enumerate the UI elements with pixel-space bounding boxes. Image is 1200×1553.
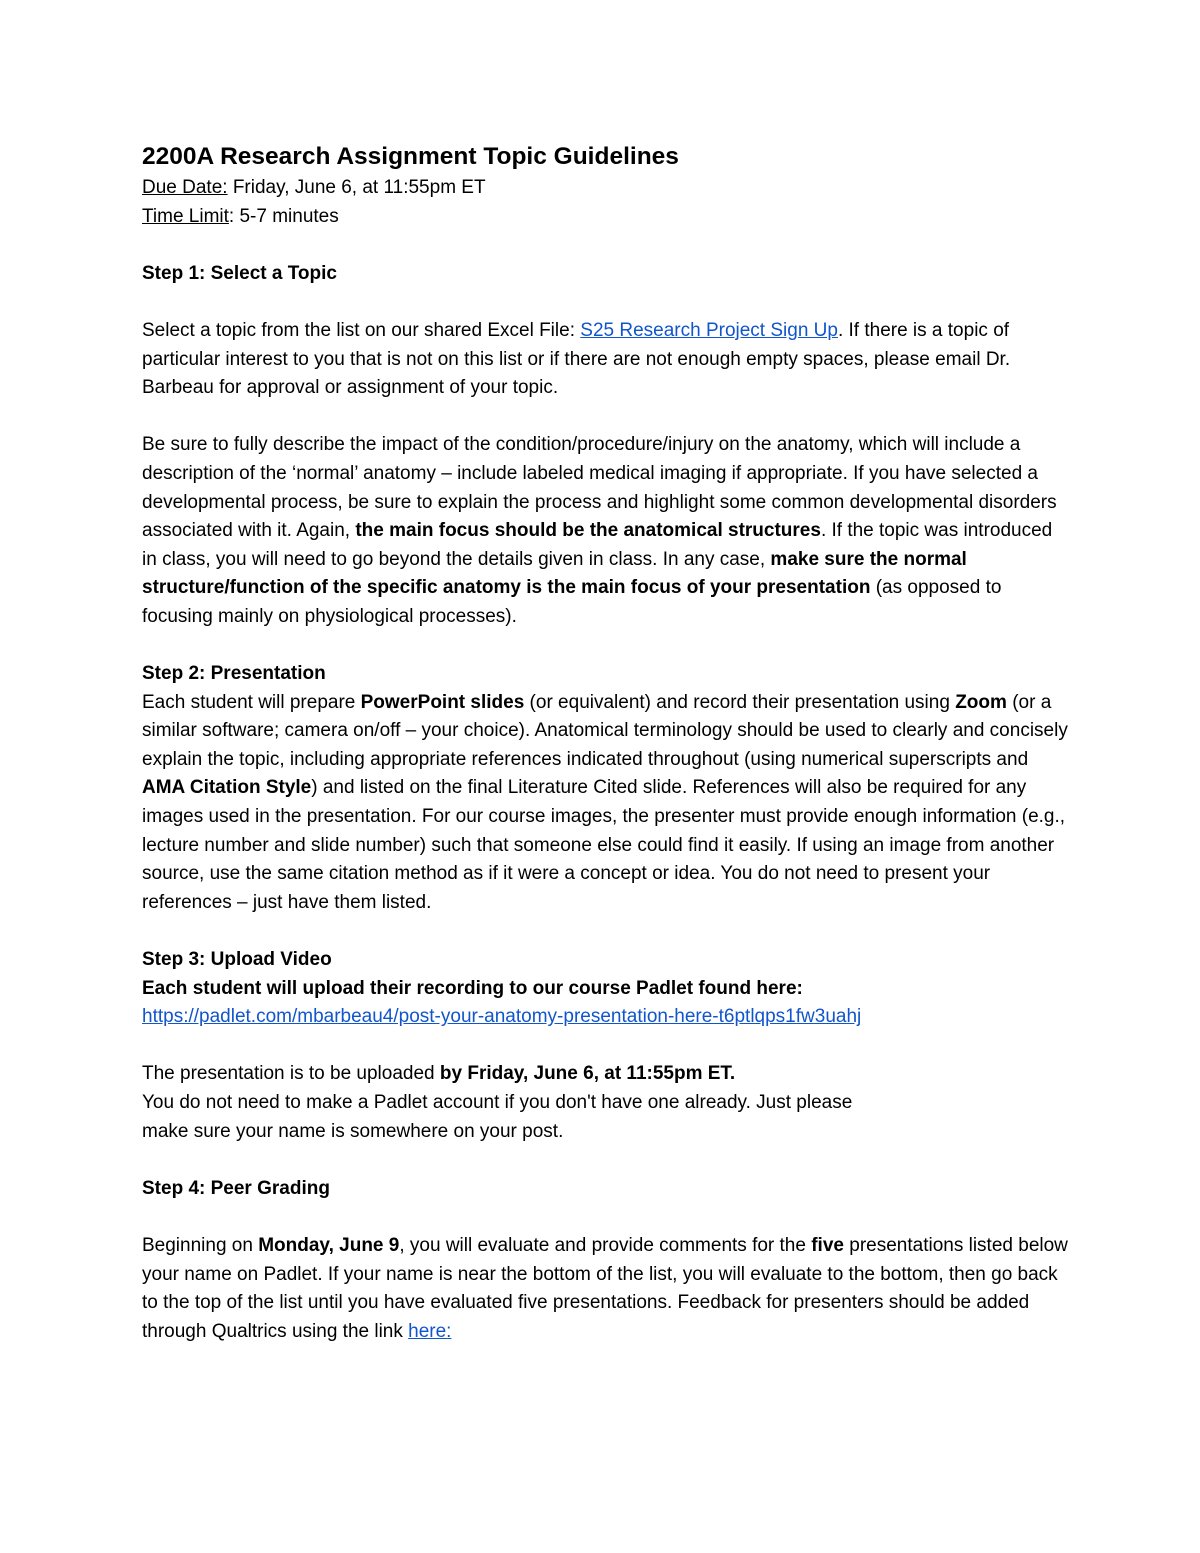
step2-paragraph xyxy=(142,689,1072,918)
step3-padlet-note-line-1: You do not need to make a Padlet account if you don't have one already. Just please xyxy=(142,1092,853,1113)
step1-p2-bold-1: the main focus should be the anatomical structures xyxy=(355,520,821,542)
step2-bold-1: PowerPoint slides xyxy=(360,691,525,713)
step1-heading: Step 1: Select a Topic xyxy=(142,262,337,284)
step4-text-d: presentations listed below your name on Padlet. If your name is near the bottom of the list, you will evaluate to the bottom, then go back to the top of the list until you have evaluated five presentations. Feedback for presenters should be added through Qualtrics using the link xyxy=(142,1234,1068,1342)
step1-p2-text-a: Be sure to fully describe the impact of the condition/procedure/injury on the anatomy, which will include a description of the ‘normal’ anatomy – include labeled medical imaging if appropriate. If you have selected a developmental process, be sure to explain the process and highlight some common developmental disorders associated with it. Again, xyxy=(142,434,1057,542)
step3-padlet-note-line-2: make sure your name is somewhere on your post. xyxy=(142,1120,564,1142)
padlet-link-line xyxy=(142,1003,1072,1032)
step3-heading: Step 3: Upload Video xyxy=(142,949,332,971)
step4-bold-1: Monday, June 9 xyxy=(258,1234,400,1256)
due-date-value: Friday, June 6, at 11:55pm ET xyxy=(227,177,486,198)
step2-text-a: Each student will prepare xyxy=(142,691,361,713)
step1-paragraph-1 xyxy=(142,317,1072,403)
document-title: 2200A Research Assignment Topic Guidelines xyxy=(142,143,679,170)
step3-upload-deadline xyxy=(142,1060,1072,1089)
step2-heading: Step 2: Presentation xyxy=(142,663,326,685)
time-limit-label: Time Limit xyxy=(142,205,229,227)
step4-paragraph xyxy=(142,1232,1072,1346)
step1-p2-text-c: . If the topic was introduced in class, you will need to go beyond the details given in class. In any case, xyxy=(142,520,1053,570)
step2-text-c: (or equivalent) and record their presentation using xyxy=(524,691,956,713)
step1-p1-text-b: . If there is a topic of particular interest to you that is not on this list or if there are not enough empty spaces, please email Dr. Barbeau for approval or assignment of your topic. xyxy=(142,319,1011,399)
step1-p2-bold-2: make sure the normal structure/function of the specific anatomy is the main focus of your presentation xyxy=(142,548,967,599)
step3-subheading: Each student will upload their recording to our course Padlet found here: xyxy=(142,977,803,999)
time-limit-colon: : xyxy=(228,205,235,227)
padlet-link[interactable]: https://padlet.com/mbarbeau4/post-your-anatomy-presentation-here-t6ptlqps1fw3uahj xyxy=(142,1006,862,1028)
step4-heading: Step 4: Peer Grading xyxy=(142,1177,330,1199)
time-limit-line xyxy=(142,203,1072,232)
qualtrics-link[interactable]: here: xyxy=(408,1320,452,1342)
step3-bold-deadline: by Friday, June 6, at 11:55pm ET. xyxy=(439,1063,736,1085)
step1-p1-text-a: Select a topic from the list on our shared Excel File: xyxy=(142,319,581,341)
step2-text-d: (or a similar software; camera on/off – your choice). Anatomical terminology should be used to clearly and concisely explain the topic, including appropriate references indicated throughout (using numerical superscripts and xyxy=(142,691,1068,770)
due-date-label: Due Date: xyxy=(142,177,228,198)
step1-p2-text-d: (as opposed to focusing mainly on physiological processes). xyxy=(142,577,1002,627)
time-limit-value: 5-7 minutes xyxy=(234,205,339,227)
due-date-line xyxy=(142,174,1072,203)
step2-text-e: ) and listed on the final Literature Cited slide. References will also be required for any images used in the presentation. For our course images, the presenter must provide enough information (e.g., lecture number and slide number) such that someone else could find it easily. If using an image from another source, use the same citation method as if it were a concept or idea. You do not need to present your references – just have them listed. xyxy=(142,777,1066,913)
step1-paragraph-2 xyxy=(142,431,1072,631)
step4-text-a: Beginning on xyxy=(142,1234,259,1256)
step2-bold-2: Zoom xyxy=(955,691,1007,713)
sign-up-sheet-link[interactable]: S25 Research Project Sign Up xyxy=(580,319,838,341)
step4-bold-2: five xyxy=(811,1234,844,1256)
step3-text-a: The presentation is to be uploaded xyxy=(142,1063,440,1085)
step4-text-c: , you will evaluate and provide comments for the xyxy=(399,1234,812,1256)
step2-bold-3: AMA Citation Style xyxy=(142,777,312,799)
document-page xyxy=(142,140,1072,1346)
